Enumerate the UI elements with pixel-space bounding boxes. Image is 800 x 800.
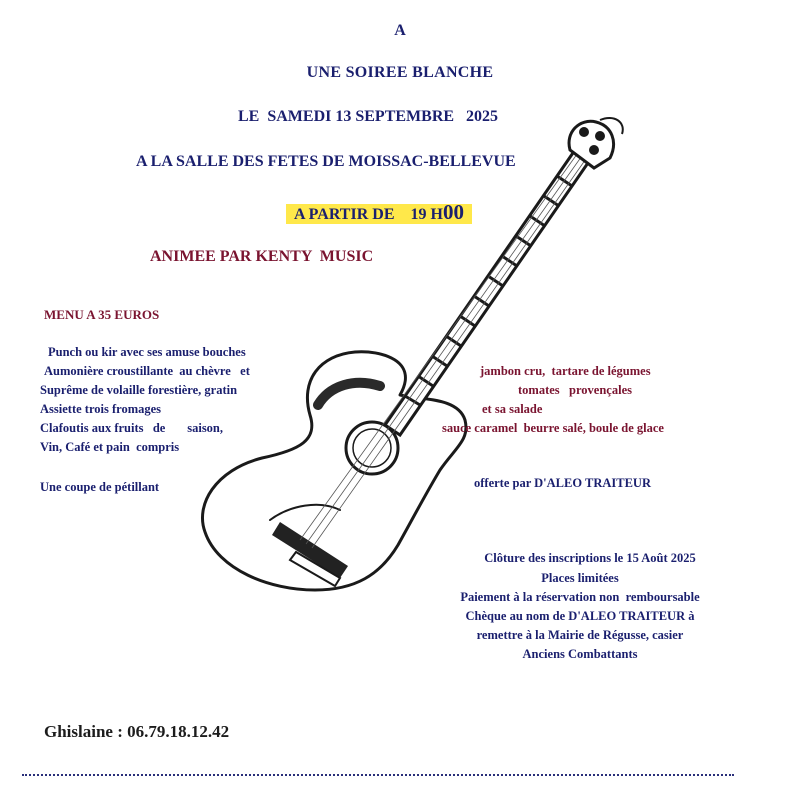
event-venue: A LA SALLE DES FETES DE MOISSAC-BELLEVUE: [136, 153, 516, 170]
menu-item-right: jambon cru, tartare de légumes: [480, 364, 651, 378]
info-line: Paiement à la réservation non remboursable: [460, 590, 700, 604]
info-line: Anciens Combattants: [522, 647, 638, 661]
menu-title: MENU A 35 EUROS: [44, 307, 160, 322]
contact-phone: Ghislaine : 06.79.18.12.42: [44, 722, 230, 741]
animation-credit: ANIMEE PAR KENTY MUSIC: [150, 248, 374, 265]
info-line: Chèque au nom de D'ALEO TRAITEUR à: [465, 609, 695, 623]
menu-item: Suprême de volaille forestière, gratin: [40, 383, 238, 397]
menu-item: Assiette trois fromages: [40, 402, 162, 416]
menu-item: Clafoutis aux fruits de saison,: [40, 421, 224, 435]
info-line: remettre à la Mairie de Régusse, casier: [476, 628, 684, 642]
info-line: Places limitées: [541, 571, 619, 585]
menu-item-right: et sa salade: [482, 402, 543, 416]
start-time: [286, 200, 472, 225]
menu-item: Aumonière croustillante au chèvre et: [44, 364, 250, 378]
menu-item: Punch ou kir avec ses amuse bouches: [48, 345, 246, 359]
guitar-illustration: [180, 108, 640, 608]
menu-item-right: tomates provençales: [518, 383, 632, 397]
info-line: Clôture des inscriptions le 15 Août 2025: [484, 551, 696, 565]
start-time-minutes: 00: [442, 200, 464, 224]
event-title: UNE SOIREE BLANCHE: [306, 64, 494, 81]
menu-item-right: sauce caramel beurre salé, boule de glace: [442, 421, 664, 435]
event-date: LE SAMEDI 13 SEPTEMBRE 2025: [238, 108, 499, 125]
start-time-prefix: A PARTIR DE: [294, 206, 395, 223]
menu-item: Vin, Café et pain compris: [40, 440, 180, 454]
drink-offer-right: offerte par D'ALEO TRAITEUR: [474, 476, 651, 490]
dotted-divider: [22, 774, 734, 776]
drink-offer-left: Une coupe de pétillant: [40, 480, 160, 494]
start-time-hour: 19 H: [410, 206, 443, 223]
heading-a: A: [394, 22, 406, 39]
